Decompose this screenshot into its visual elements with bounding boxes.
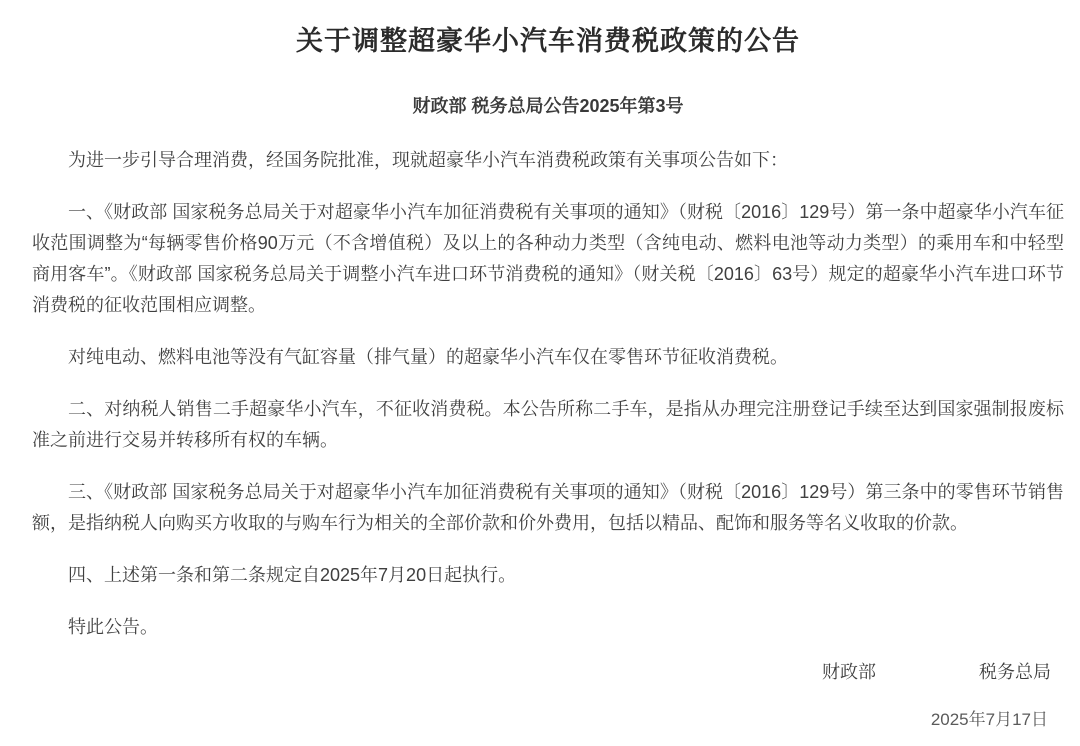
document-body bbox=[32, 145, 1064, 643]
document-paragraph: 三、《财政部 国家税务总局关于对超豪华小汽车加征消费税有关事项的通知》（财税〔2016〕129号）第三条中的零售环节销售额，是指纳税人向购买方收取的与购车行为相关的全部价款和价外费用，包括以精品、配饰和服务等名义收取的价款。 bbox=[32, 482, 1064, 533]
document-paragraph: 二、对纳税人销售二手超豪华小汽车，不征收消费税。本公告所称二手车，是指从办理完注册登记手续至达到国家强制报废标准之前进行交易并转移所有权的车辆。 bbox=[32, 399, 1064, 450]
document-number: 财政部 税务总局公告2025年第3号 bbox=[412, 96, 684, 116]
document-paragraph: 一、《财政部 国家税务总局关于对超豪华小汽车加征消费税有关事项的通知》（财税〔2016〕129号）第一条中超豪华小汽车征收范围调整为“每辆零售价格90万元（不含增值税）及以上的各种动力类型（含纯电动、燃料电池等动力类型）的乘用车和中轻型商用客车”。《财政部 国家税务总局关于调整小汽车进口环节消费税的通知》（财关税〔2016〕63号）规定的超豪华小汽车进口环节消费税的征收范围相应调整。 bbox=[32, 202, 1064, 315]
document-paragraph: 为进一步引导合理消费，经国务院批准，现就超豪华小汽车消费税政策有关事项公告如下： bbox=[68, 150, 788, 170]
signer-state-taxation-administration: 税务总局 bbox=[979, 662, 1051, 682]
document-title: 关于调整超豪华小汽车消费税政策的公告 bbox=[296, 26, 800, 56]
document-paragraph: 特此公告。 bbox=[68, 617, 158, 637]
signature-row bbox=[32, 657, 1064, 688]
document-paragraph: 对纯电动、燃料电池等没有气缸容量（排气量）的超豪华小汽车仅在零售环节征收消费税。 bbox=[68, 347, 788, 367]
document-paragraph: 四、上述第一条和第二条规定自2025年7月20日起执行。 bbox=[68, 565, 517, 585]
document-date: 2025年7月17日 bbox=[930, 710, 1048, 729]
signer-ministry-of-finance: 财政部 bbox=[822, 662, 876, 682]
